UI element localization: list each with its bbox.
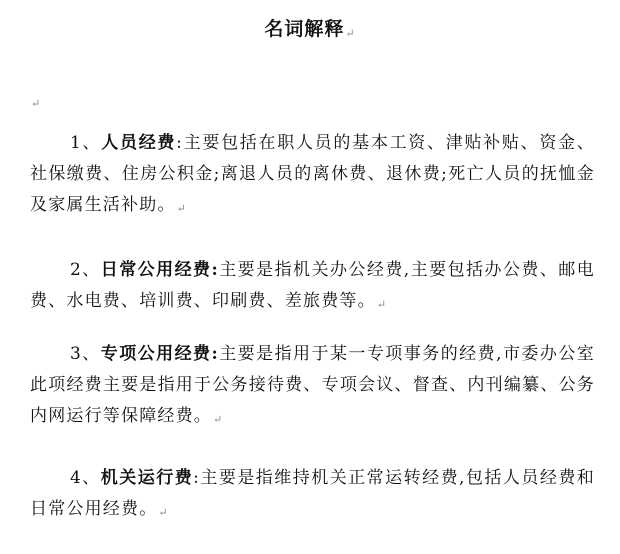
paragraph-heading: 专项公用经费: <box>100 344 219 364</box>
paragraph-personnel-expenses <box>30 128 595 225</box>
paragraph-body: 主要是指机关办公经费,主要包括办公费、邮电费、水电费、培训费、印刷费、差旅费等。 <box>30 260 595 312</box>
paragraph-number: 1、 <box>70 133 102 153</box>
paragraph-daily-public-expenses <box>30 255 595 320</box>
paragraph-heading: 日常公用经费: <box>100 260 219 280</box>
document-title <box>0 14 620 41</box>
paragraph-mark-icon: ↵ <box>31 97 41 110</box>
paragraph-body: :主要是指维持机关正常运转经费,包括人员经费和日常公用经费。 <box>30 468 596 520</box>
paragraph-mark-icon: ↵ <box>213 413 224 427</box>
paragraph-body: 主要是指用于某一专项事务的经费,市委办公室此项经费主要是指用于公务接待费、专项会议、督查、内刊编纂、公务内网运行等保障经费。 <box>30 344 595 427</box>
paragraph-number: 2、 <box>70 260 101 280</box>
empty-paragraph <box>30 90 40 110</box>
paragraph-mark-icon: ↵ <box>176 202 188 216</box>
paragraph-number: 3、 <box>70 344 101 364</box>
title-text: 名词解释 <box>264 18 345 40</box>
paragraph-special-public-expenses <box>30 339 595 436</box>
paragraph-mark-icon: ↵ <box>158 506 169 520</box>
paragraph-mark-icon: ↵ <box>345 27 356 40</box>
paragraph-heading: 机关运行费 <box>100 468 194 488</box>
paragraph-body: :主要包括在职人员的基本工资、津贴补贴、资金、社保缴费、住房公积金;离退人员的离休费、退休费;死亡人员的抚恤金及家属生活补助。 <box>30 133 596 216</box>
paragraph-agency-operating-expenses <box>30 463 595 528</box>
paragraph-heading: 人员经费 <box>101 133 177 153</box>
paragraph-mark-icon: ↵ <box>376 298 388 312</box>
paragraph-number: 4、 <box>70 468 101 488</box>
